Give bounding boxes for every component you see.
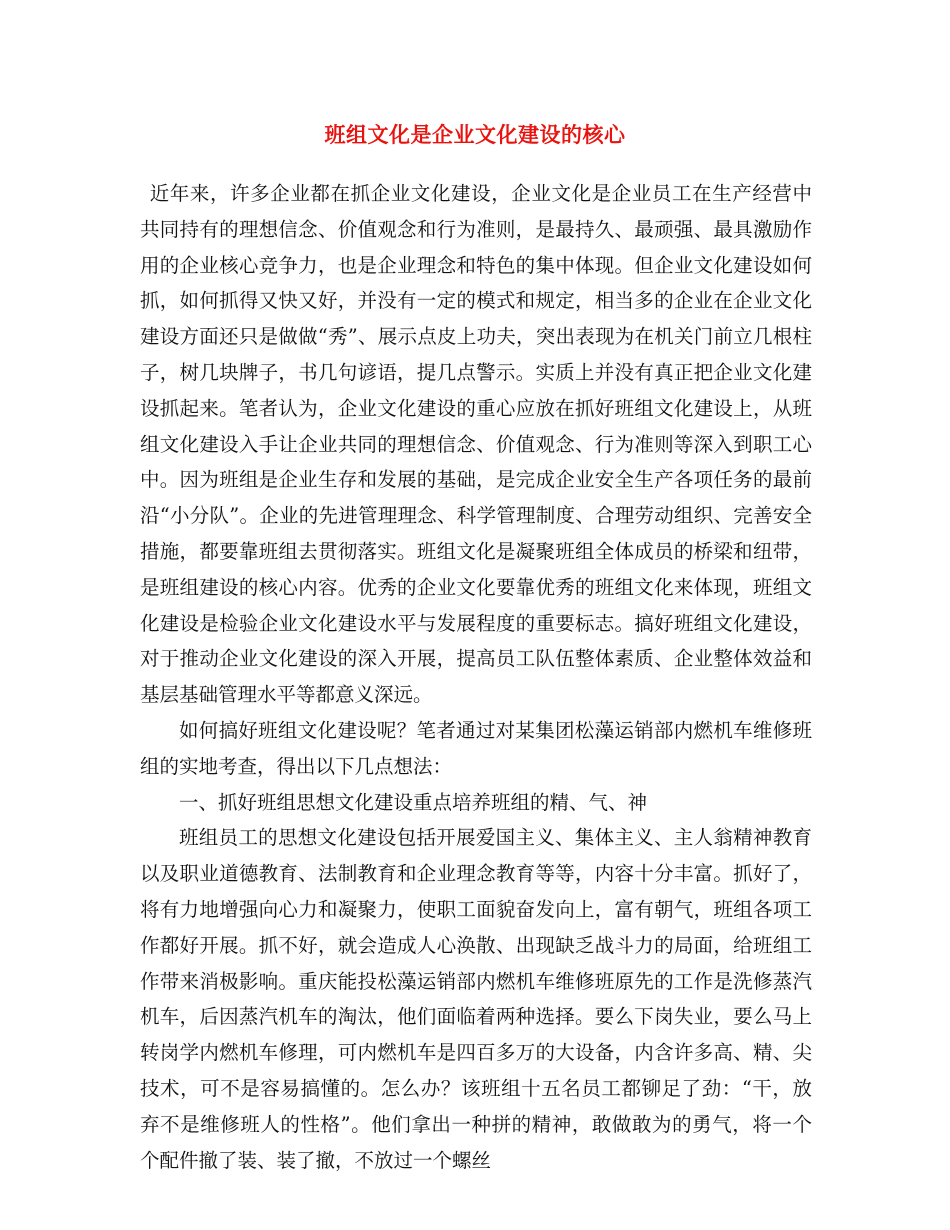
section-heading-1: 一、抓好班组思想文化建设重点培养班组的精、气、神	[179, 790, 648, 814]
document-title: 班组文化是企业文化建设的核心	[324, 123, 626, 147]
paragraph-intro: 近年来，许多企业都在抓企业文化建设，企业文化是企业员工在生产经营中共同持有的理想信念、价值观念和行为准则，是最持久、最顽强、最具激励作用的企业核心竞争力，也是企业理念和特色的集中体现。但企业文化建设如何抓，如何抓得又快又好，并没有一定的模式和规定，相当多的企业在企业文化建设方面还只是做做“秀”、展示点皮上功夫，突出表现为在机关门前立几根柱子，树几块牌子，书几句谚语，提几点警示。实质上并没有真正把企业文化建设抓起来。笔者认为，企业文化建设的重心应放在抓好班组文化建设上，从班组文化建设入手让企业共同的理想信念、价值观念、行为准则等深入到职工心中。因为班组是企业生存和发展的基础，是完成企业安全生产各项任务的最前沿“小分队”。企业的先进管理理念、科学管理制度、合理劳动组织、完善安全措施，都要靠班组去贯彻落实。班组文化是凝聚班组全体成员的桥梁和纽带，是班组建设的核心内容。优秀的企业文化要靠优秀的班组文化来体现，班组文化建设是检验企业文化建设水平与发展程度的重要标志。搞好班组文化建设，对于推动企业文化建设的深入开展，提高员工队伍整体素质、企业整体效益和基层基础管理水平等都意义深远。	[140, 182, 812, 707]
paragraph-question: 如何搞好班组文化建设呢？笔者通过对某集团松藻运销部内燃机车维修班组的实地考查，得出以下几点想法：	[140, 718, 812, 778]
document-body	[140, 176, 812, 1178]
paragraph-section-1: 班组员工的思想文化建设包括开展爱国主义、集体主义、主人翁精神教育以及职业道德教育、法制教育和企业理念教育等等，内容十分丰富。抓好了，将有力地增强向心力和凝聚力，使职工面貌奋发向上，富有朝气，班组各项工作都好开展。抓不好，就会造成人心涣散、出现缺乏战斗力的局面，给班组工作带来消极影响。重庆能投松藻运销部内燃机车维修班原先的工作是洗修蒸汽机车，后因蒸汽机车的淘汰，他们面临着两种选择。要么下岗失业，要么马上转岗学内燃机车修理，可内燃机车是四百多万的大设备，内含许多高、精、尖技术，可不是容易搞懂的。怎么办？该班组十五名员工都铆足了劲：“干，放弃不是维修班人的性格”。他们拿出一种拼的精神，敢做敢为的勇气，将一个个配件撤了装、装了撤，不放过一个螺丝	[140, 826, 812, 1172]
